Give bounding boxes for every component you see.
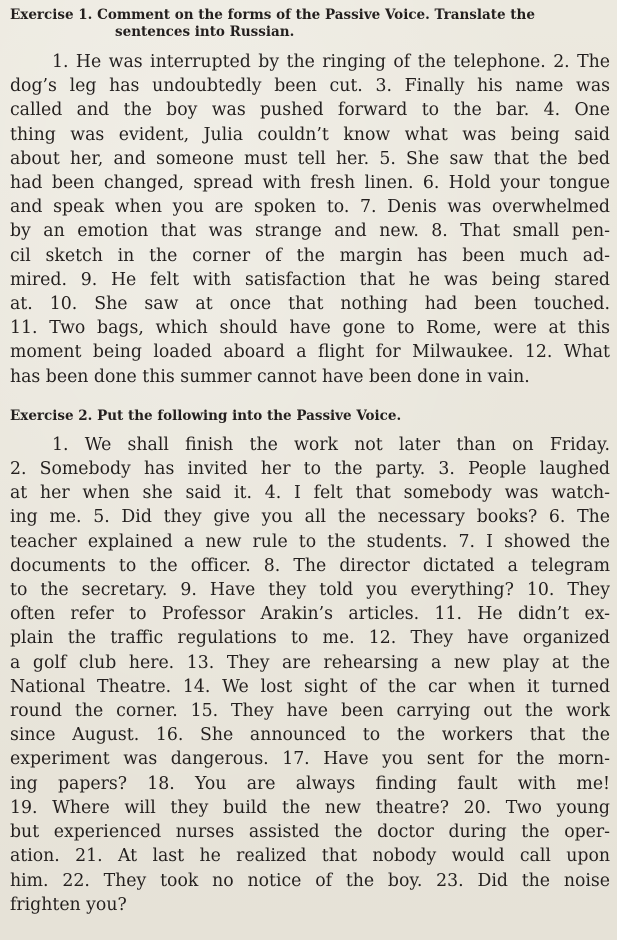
exercise-2-line: at her when she said it. 4. I felt that somebody was watch- [10,483,610,504]
exercise-1-heading-line-2: sentences into Russian. [115,24,295,40]
exercise-2-line: experiment was dangerous. 17. Have you sent for the morn- [10,749,610,770]
exercise-2-line: often refer to Professor Arakin’s articles. 11. He didn’t ex- [10,604,610,625]
exercise-1-line: has been done this summer cannot have been done in vain. [10,366,530,387]
exercise-2-line: round the corner. 15. They have been carrying out the work [10,701,610,722]
exercise-2-line: frighten you? [10,894,127,915]
exercise-1-line: by an emotion that was strange and new. 8. That small pen- [10,221,610,242]
exercise-1-line: at. 10. She saw at once that nothing had been touched. [10,294,610,315]
exercise-1-line: about her, and someone must tell her. 5. She saw that the bed [10,148,610,169]
exercise-2-text [10,433,610,917]
exercise-2-line: but experienced nurses assisted the doctor during the oper- [10,822,610,843]
exercise-1-line: cil sketch in the corner of the margin has been much ad- [10,245,610,266]
exercise-1-heading-line-1: Exercise 1. Comment on the forms of the Passive Voice. Translate the [10,7,535,23]
exercise-1-line: dog’s leg has undoubtedly been cut. 3. Finally his name was [10,76,610,97]
exercise-1-line: and speak when you are spoken to. 7. Denis was overwhelmed [10,197,610,218]
exercise-1-line: 11. Two bags, which should have gone to Rome, were at this [10,318,610,339]
exercise-2-line: teacher explained a new rule to the students. 7. I showed the [10,531,610,552]
exercise-2-line: 2. Somebody has invited her to the party. 3. People laughed [10,459,610,480]
exercise-2-line: 19. Where will they build the new theatre? 20. Two young [10,797,610,818]
exercise-2-line: 1. We shall finish the work not later than on Friday. [52,434,610,455]
exercise-1-heading [10,7,610,41]
exercise-2-line: plain the traffic regulations to me. 12. They have organized [10,628,610,649]
exercise-2-line: since August. 16. She announced to the workers that the [10,725,610,746]
exercise-2-line: National Theatre. 14. We lost sight of the car when it turned [10,676,610,697]
exercise-2-line: documents to the officer. 8. The director dictated a telegram [10,555,610,576]
exercise-1-line: had been changed, spread with fresh linen. 6. Hold your tongue [10,173,610,194]
exercise-2-heading [10,408,610,425]
exercise-2-line: ation. 21. At last he realized that nobody would call upon [10,846,610,867]
exercise-1-line: called and the boy was pushed forward to the bar. 4. One [10,100,610,121]
exercise-2-line: him. 22. They took no notice of the boy. 23. Did the noise [10,870,610,891]
exercise-1-text [10,50,610,389]
exercise-1-line: thing was evident, Julia couldn’t know what was being said [10,124,610,145]
exercise-2-line: ing me. 5. Did they give you all the necessary books? 6. The [10,507,610,528]
exercise-2-line: to the secretary. 9. Have they told you everything? 10. They [10,580,610,601]
exercise-2-line: ing papers? 18. You are always finding fault with me! [10,773,610,794]
exercise-1-line: mired. 9. He felt with satisfaction that he was being stared [10,269,610,290]
exercise-1-line: moment being loaded aboard a flight for Milwaukee. 12. What [10,342,610,363]
exercise-2-line: a golf club here. 13. They are rehearsing a new play at the [10,652,610,673]
exercise-2-heading-line-1: Exercise 2. Put the following into the Passive Voice. [10,407,402,424]
exercise-1-line: 1. He was interrupted by the ringing of the telephone. 2. The [52,52,610,72]
